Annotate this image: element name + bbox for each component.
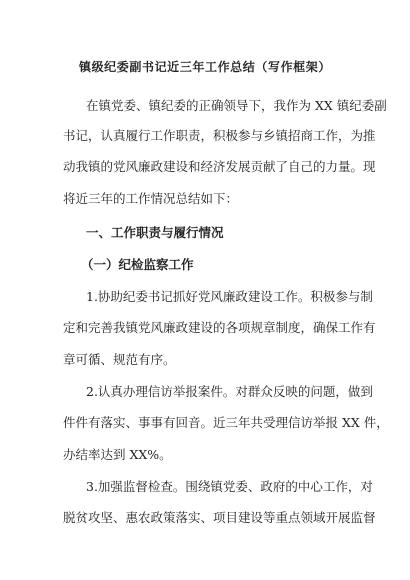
intro-line-2: 书记，认真履行工作职责，积极参与乡镇招商工作，为推 [63,128,376,143]
item-1-line-2: 定和完善我镇党风廉政建设的各项规章制度，确保工作有 [63,320,376,335]
intro-line-3: 动我镇的党风廉政建设和经济发展贡献了自己的力量。现 [63,159,376,174]
intro-line-4: 将近三年的工作情况总结如下： [63,191,239,206]
intro-line-1: 在镇党委、镇纪委的正确领导下，我作为 XX 镇纪委副 [86,98,387,113]
item-2-line-2: 件件有落实、事事有回音。近三年共受理信访举报 XX 件， [63,415,389,430]
item-1-line-1: 1.协助纪委书记抓好党风廉政建设工作。积极参与制 [86,289,373,304]
subsection-1-heading: （一）纪检监察工作 [81,257,194,272]
item-3-line-1: 3.加强监督检查。围绕镇党委、政府的中心工作，对 [86,479,373,494]
item-1-line-3: 章可循、规范有序。 [63,352,176,367]
item-2-line-1: 2.认真办理信访举报案件。对群众反映的问题，做到 [86,384,373,399]
item-2-line-3: 办结率达到 XX%。 [63,447,172,462]
item-3-line-2: 脱贫攻坚、惠农政策落实、项目建设等重点领域开展监督 [63,510,376,525]
document-title: 镇级纪委副书记近三年工作总结（写作框架） [78,60,331,74]
section-1-heading: 一、工作职责与履行情况 [86,225,224,240]
